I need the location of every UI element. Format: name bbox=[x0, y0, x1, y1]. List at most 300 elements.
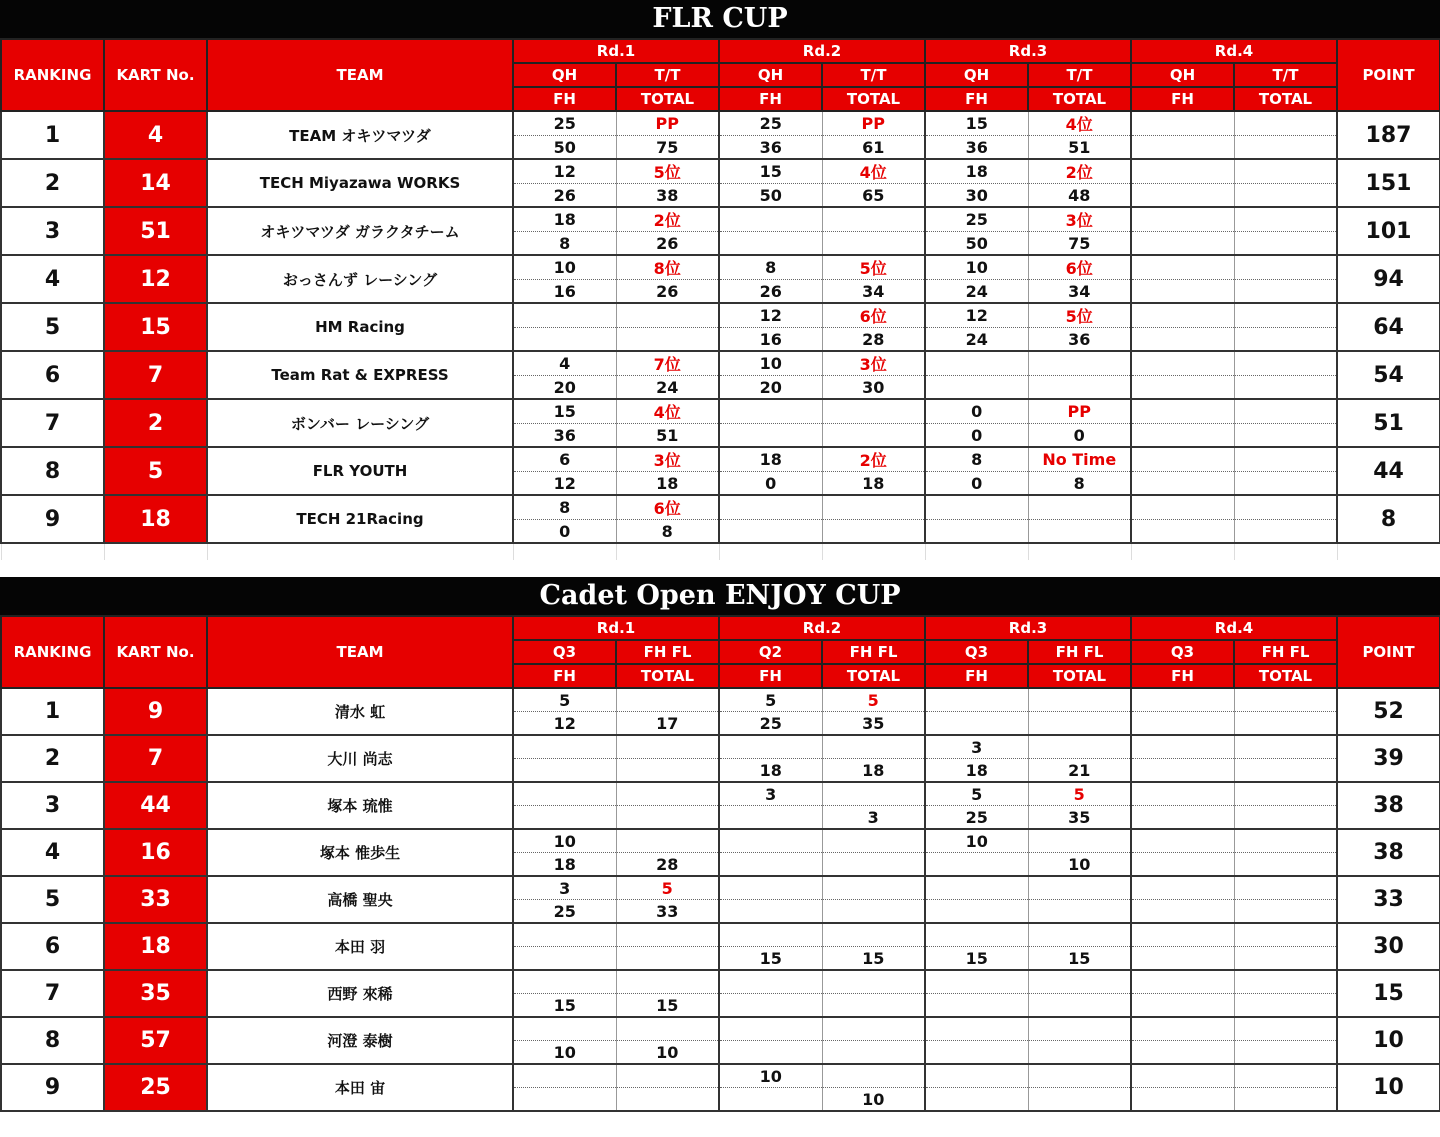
rank-cell: 3 bbox=[1, 782, 104, 829]
position-cell: PP bbox=[822, 111, 925, 136]
team-name-cell: 西野 來稀 bbox=[207, 970, 513, 1017]
total-points-cell bbox=[1028, 520, 1131, 544]
qualifying-points-cell: 0 bbox=[925, 399, 1028, 424]
qualifying-points-cell bbox=[925, 876, 1028, 900]
total-points-cell: 48 bbox=[1028, 184, 1131, 208]
qualifying-points-cell: 10 bbox=[925, 829, 1028, 853]
rank-cell: 7 bbox=[1, 970, 104, 1017]
kart-number-cell: 7 bbox=[104, 735, 207, 782]
total-points-cell bbox=[1234, 759, 1337, 783]
sub-header: FH bbox=[513, 664, 616, 688]
team-name-cell: 大川 尚志 bbox=[207, 735, 513, 782]
position-cell: 3位 bbox=[822, 351, 925, 376]
rank-cell: 3 bbox=[1, 207, 104, 255]
position-cell bbox=[1234, 255, 1337, 280]
team-name-cell: 本田 羽 bbox=[207, 923, 513, 970]
position-cell: PP bbox=[1028, 399, 1131, 424]
point-cell: 30 bbox=[1337, 923, 1440, 970]
final-points-cell bbox=[925, 520, 1028, 544]
qualifying-points-cell: 25 bbox=[513, 111, 616, 136]
qualifying-points-cell: 10 bbox=[925, 255, 1028, 280]
kart-number-cell: 9 bbox=[104, 688, 207, 735]
final-points-cell: 50 bbox=[925, 232, 1028, 256]
position-cell bbox=[1234, 447, 1337, 472]
final-points-cell bbox=[925, 853, 1028, 877]
position-cell bbox=[1234, 351, 1337, 376]
position-cell bbox=[1234, 782, 1337, 806]
total-points-cell: 8 bbox=[616, 520, 719, 544]
position-cell: 5 bbox=[822, 688, 925, 712]
position-cell bbox=[1234, 303, 1337, 328]
total-points-cell bbox=[1234, 136, 1337, 160]
spacer-cell bbox=[1337, 543, 1440, 560]
position-cell bbox=[1234, 829, 1337, 853]
sub-header: QH bbox=[719, 63, 822, 87]
position-cell bbox=[616, 303, 719, 328]
point-cell: 33 bbox=[1337, 876, 1440, 923]
total-points-cell bbox=[1234, 947, 1337, 971]
final-points-cell: 16 bbox=[513, 280, 616, 304]
position-cell bbox=[822, 399, 925, 424]
total-points-cell bbox=[1234, 1041, 1337, 1065]
final-points-cell bbox=[513, 759, 616, 783]
total-points-cell bbox=[1028, 1088, 1131, 1112]
sub-header: Q2 bbox=[719, 640, 822, 664]
final-points-cell bbox=[1131, 1088, 1234, 1112]
total-points-cell: 10 bbox=[822, 1088, 925, 1112]
sub-header: FH bbox=[925, 664, 1028, 688]
rank-cell: 4 bbox=[1, 255, 104, 303]
qualifying-points-cell bbox=[925, 970, 1028, 994]
qualifying-points-cell: 12 bbox=[719, 303, 822, 328]
position-cell bbox=[616, 970, 719, 994]
total-points-cell bbox=[822, 1041, 925, 1065]
final-points-cell bbox=[719, 424, 822, 448]
sub-header: TOTAL bbox=[1028, 664, 1131, 688]
qualifying-points-cell bbox=[513, 923, 616, 947]
final-points-cell bbox=[925, 712, 1028, 736]
qualifying-points-cell: 15 bbox=[513, 399, 616, 424]
final-points-cell: 18 bbox=[513, 853, 616, 877]
final-points-cell bbox=[719, 520, 822, 544]
qualifying-points-cell: 4 bbox=[513, 351, 616, 376]
total-points-cell bbox=[1234, 1088, 1337, 1112]
sub-header: TOTAL bbox=[616, 664, 719, 688]
total-points-cell: 15 bbox=[1028, 947, 1131, 971]
total-points-cell bbox=[822, 900, 925, 924]
position-cell: 3位 bbox=[1028, 207, 1131, 232]
rank-cell: 2 bbox=[1, 159, 104, 207]
team-name-cell: TECH Miyazawa WORKS bbox=[207, 159, 513, 207]
position-cell: 5位 bbox=[616, 159, 719, 184]
final-points-cell bbox=[1131, 994, 1234, 1018]
position-cell bbox=[1028, 495, 1131, 520]
qualifying-points-cell bbox=[1131, 876, 1234, 900]
sub-header: QH bbox=[513, 63, 616, 87]
total-points-cell: 8 bbox=[1028, 472, 1131, 496]
position-cell: 6位 bbox=[822, 303, 925, 328]
position-cell: 4位 bbox=[822, 159, 925, 184]
round-header: Rd.4 bbox=[1131, 616, 1337, 640]
point-cell: 39 bbox=[1337, 735, 1440, 782]
position-cell bbox=[822, 782, 925, 806]
qualifying-points-cell: 15 bbox=[719, 159, 822, 184]
qualifying-points-cell bbox=[925, 688, 1028, 712]
qualifying-points-cell: 5 bbox=[513, 688, 616, 712]
round-header: Rd.1 bbox=[513, 39, 719, 63]
spacer-cell bbox=[1028, 543, 1131, 560]
team-name-cell: TECH 21Racing bbox=[207, 495, 513, 543]
sub-header: FH bbox=[1131, 87, 1234, 111]
point-header: POINT bbox=[1337, 616, 1440, 688]
kart-number-cell: 18 bbox=[104, 923, 207, 970]
round-header: Rd.2 bbox=[719, 616, 925, 640]
position-cell bbox=[822, 829, 925, 853]
total-points-cell bbox=[1028, 994, 1131, 1018]
total-points-cell: 26 bbox=[616, 232, 719, 256]
qualifying-points-cell bbox=[1131, 923, 1234, 947]
qualifying-points-cell bbox=[1131, 735, 1234, 759]
final-points-cell bbox=[1131, 184, 1234, 208]
position-cell bbox=[1234, 399, 1337, 424]
kart-number-cell: 15 bbox=[104, 303, 207, 351]
final-points-cell: 15 bbox=[925, 947, 1028, 971]
total-points-cell bbox=[1234, 712, 1337, 736]
final-points-cell: 16 bbox=[719, 328, 822, 352]
sub-header: TOTAL bbox=[1234, 664, 1337, 688]
rank-cell: 5 bbox=[1, 876, 104, 923]
qualifying-points-cell bbox=[925, 1064, 1028, 1088]
qualifying-points-cell bbox=[719, 829, 822, 853]
cadet-cup-table bbox=[0, 615, 1440, 1112]
kart-number-cell: 12 bbox=[104, 255, 207, 303]
kart-number-cell: 2 bbox=[104, 399, 207, 447]
total-points-cell bbox=[616, 806, 719, 830]
qualifying-points-cell: 10 bbox=[513, 829, 616, 853]
total-points-cell: 10 bbox=[616, 1041, 719, 1065]
position-cell bbox=[616, 782, 719, 806]
final-points-cell bbox=[925, 900, 1028, 924]
final-points-cell: 24 bbox=[925, 328, 1028, 352]
position-cell bbox=[822, 1064, 925, 1088]
position-cell bbox=[1234, 495, 1337, 520]
qualifying-points-cell: 8 bbox=[925, 447, 1028, 472]
qualifying-points-cell bbox=[1131, 688, 1234, 712]
sub-header: QH bbox=[925, 63, 1028, 87]
total-points-cell bbox=[1028, 376, 1131, 400]
point-cell: 10 bbox=[1337, 1017, 1440, 1064]
point-cell: 51 bbox=[1337, 399, 1440, 447]
total-points-cell: 28 bbox=[616, 853, 719, 877]
spacer-cell bbox=[1, 543, 104, 560]
position-cell bbox=[822, 923, 925, 947]
total-points-cell bbox=[616, 759, 719, 783]
total-points-cell: 75 bbox=[616, 136, 719, 160]
total-points-cell: 38 bbox=[616, 184, 719, 208]
final-points-cell bbox=[1131, 759, 1234, 783]
position-cell: 8位 bbox=[616, 255, 719, 280]
round-header: Rd.3 bbox=[925, 39, 1131, 63]
qualifying-points-cell bbox=[719, 923, 822, 947]
qualifying-points-cell: 8 bbox=[513, 495, 616, 520]
team-name-cell: 高橋 聖央 bbox=[207, 876, 513, 923]
qualifying-points-cell bbox=[513, 303, 616, 328]
rank-cell: 5 bbox=[1, 303, 104, 351]
total-points-cell bbox=[616, 1088, 719, 1112]
final-points-cell: 15 bbox=[719, 947, 822, 971]
qualifying-points-cell bbox=[1131, 111, 1234, 136]
total-points-cell: 51 bbox=[1028, 136, 1131, 160]
rank-cell: 9 bbox=[1, 495, 104, 543]
final-points-cell: 0 bbox=[925, 424, 1028, 448]
final-points-cell: 36 bbox=[719, 136, 822, 160]
qualifying-points-cell: 18 bbox=[513, 207, 616, 232]
qualifying-points-cell bbox=[513, 1017, 616, 1041]
team-name-cell: 清水 虹 bbox=[207, 688, 513, 735]
position-cell: 2位 bbox=[1028, 159, 1131, 184]
total-points-cell bbox=[616, 947, 719, 971]
kart-number-cell: 16 bbox=[104, 829, 207, 876]
position-cell bbox=[822, 735, 925, 759]
position-cell bbox=[1028, 876, 1131, 900]
final-points-cell: 50 bbox=[513, 136, 616, 160]
position-cell: 2位 bbox=[822, 447, 925, 472]
final-points-cell bbox=[719, 1041, 822, 1065]
team-name-cell: FLR YOUTH bbox=[207, 447, 513, 495]
qualifying-points-cell: 3 bbox=[925, 735, 1028, 759]
team-name-cell: ボンバー レーシング bbox=[207, 399, 513, 447]
final-points-cell bbox=[719, 900, 822, 924]
total-points-cell: 17 bbox=[616, 712, 719, 736]
sub-header: TOTAL bbox=[822, 87, 925, 111]
final-points-cell bbox=[719, 232, 822, 256]
qualifying-points-cell bbox=[1131, 1064, 1234, 1088]
point-header: POINT bbox=[1337, 39, 1440, 111]
total-points-cell: 24 bbox=[616, 376, 719, 400]
sub-header: FH bbox=[925, 87, 1028, 111]
total-points-cell: 18 bbox=[822, 472, 925, 496]
sub-header: Q3 bbox=[1131, 640, 1234, 664]
qualifying-points-cell: 5 bbox=[719, 688, 822, 712]
total-points-cell bbox=[822, 232, 925, 256]
point-cell: 101 bbox=[1337, 207, 1440, 255]
sub-header: Q3 bbox=[513, 640, 616, 664]
qualifying-points-cell bbox=[1131, 399, 1234, 424]
position-cell bbox=[616, 923, 719, 947]
kart-number-cell: 33 bbox=[104, 876, 207, 923]
qualifying-points-cell bbox=[719, 207, 822, 232]
final-points-cell: 25 bbox=[925, 806, 1028, 830]
final-points-cell: 26 bbox=[719, 280, 822, 304]
qualifying-points-cell bbox=[719, 970, 822, 994]
sub-header: Q3 bbox=[925, 640, 1028, 664]
qualifying-points-cell bbox=[1131, 495, 1234, 520]
team-header: TEAM bbox=[207, 39, 513, 111]
position-cell bbox=[1028, 923, 1131, 947]
rank-cell: 6 bbox=[1, 923, 104, 970]
sub-header: QH bbox=[1131, 63, 1234, 87]
total-points-cell bbox=[1028, 900, 1131, 924]
sub-header: FH bbox=[719, 87, 822, 111]
qualifying-points-cell: 3 bbox=[513, 876, 616, 900]
position-cell bbox=[1234, 1064, 1337, 1088]
final-points-cell: 10 bbox=[513, 1041, 616, 1065]
total-points-cell: 35 bbox=[1028, 806, 1131, 830]
final-points-cell bbox=[1131, 424, 1234, 448]
total-points-cell bbox=[822, 994, 925, 1018]
qualifying-points-cell bbox=[925, 1017, 1028, 1041]
rank-cell: 1 bbox=[1, 688, 104, 735]
qualifying-points-cell bbox=[719, 495, 822, 520]
qualifying-points-cell: 18 bbox=[925, 159, 1028, 184]
sub-header: TOTAL bbox=[822, 664, 925, 688]
position-cell: 3位 bbox=[616, 447, 719, 472]
spacer-cell bbox=[616, 543, 719, 560]
spacer-cell bbox=[513, 543, 616, 560]
position-cell bbox=[1234, 207, 1337, 232]
total-points-cell: 15 bbox=[616, 994, 719, 1018]
final-points-cell bbox=[1131, 900, 1234, 924]
position-cell bbox=[1234, 876, 1337, 900]
final-points-cell bbox=[1131, 472, 1234, 496]
position-cell: 2位 bbox=[616, 207, 719, 232]
qualifying-points-cell: 5 bbox=[925, 782, 1028, 806]
ranking-header: RANKING bbox=[1, 616, 104, 688]
rank-cell: 6 bbox=[1, 351, 104, 399]
qualifying-points-cell bbox=[1131, 255, 1234, 280]
position-cell bbox=[822, 1017, 925, 1041]
point-cell: 52 bbox=[1337, 688, 1440, 735]
spacer-cell bbox=[207, 543, 513, 560]
kart-number-cell: 18 bbox=[104, 495, 207, 543]
final-points-cell bbox=[719, 806, 822, 830]
table-spacer-row bbox=[1, 543, 1440, 560]
sub-header: T/T bbox=[822, 63, 925, 87]
cadet-cup-title: Cadet Open ENJOY CUP bbox=[0, 577, 1440, 615]
team-name-cell: Team Rat & EXPRESS bbox=[207, 351, 513, 399]
total-points-cell bbox=[1234, 232, 1337, 256]
final-points-cell bbox=[1131, 280, 1234, 304]
final-points-cell bbox=[925, 1088, 1028, 1112]
position-cell: 6位 bbox=[616, 495, 719, 520]
sub-header: FH FL bbox=[822, 640, 925, 664]
rank-cell: 9 bbox=[1, 1064, 104, 1111]
total-points-cell bbox=[822, 853, 925, 877]
total-points-cell: 15 bbox=[822, 947, 925, 971]
final-points-cell: 20 bbox=[513, 376, 616, 400]
point-cell: 38 bbox=[1337, 782, 1440, 829]
total-points-cell bbox=[1234, 806, 1337, 830]
final-points-cell bbox=[1131, 1041, 1234, 1065]
qualifying-points-cell: 15 bbox=[925, 111, 1028, 136]
qualifying-points-cell bbox=[1131, 303, 1234, 328]
position-cell bbox=[616, 1064, 719, 1088]
total-points-cell: 0 bbox=[1028, 424, 1131, 448]
point-cell: 38 bbox=[1337, 829, 1440, 876]
final-points-cell bbox=[1131, 376, 1234, 400]
spacer-cell bbox=[719, 543, 822, 560]
qualifying-points-cell bbox=[1131, 351, 1234, 376]
position-cell: No Time bbox=[1028, 447, 1131, 472]
total-points-cell: 3 bbox=[822, 806, 925, 830]
sub-header: T/T bbox=[1234, 63, 1337, 87]
total-points-cell: 10 bbox=[1028, 853, 1131, 877]
position-cell bbox=[1028, 829, 1131, 853]
round-header: Rd.3 bbox=[925, 616, 1131, 640]
final-points-cell: 25 bbox=[513, 900, 616, 924]
qualifying-points-cell bbox=[513, 1064, 616, 1088]
final-points-cell: 25 bbox=[719, 712, 822, 736]
position-cell: 4位 bbox=[1028, 111, 1131, 136]
total-points-cell bbox=[1234, 376, 1337, 400]
total-points-cell: 34 bbox=[822, 280, 925, 304]
final-points-cell bbox=[513, 328, 616, 352]
flr-cup-title: FLR CUP bbox=[0, 0, 1440, 38]
total-points-cell: 36 bbox=[1028, 328, 1131, 352]
rank-cell: 7 bbox=[1, 399, 104, 447]
qualifying-points-cell bbox=[719, 399, 822, 424]
final-points-cell: 18 bbox=[925, 759, 1028, 783]
rank-cell: 8 bbox=[1, 447, 104, 495]
total-points-cell bbox=[1028, 712, 1131, 736]
position-cell bbox=[1028, 688, 1131, 712]
total-points-cell bbox=[1234, 900, 1337, 924]
final-points-cell bbox=[1131, 136, 1234, 160]
final-points-cell bbox=[1131, 520, 1234, 544]
round-header: Rd.1 bbox=[513, 616, 719, 640]
sub-header: TOTAL bbox=[616, 87, 719, 111]
final-points-cell: 12 bbox=[513, 712, 616, 736]
final-points-cell bbox=[1131, 947, 1234, 971]
total-points-cell: 18 bbox=[616, 472, 719, 496]
sub-header: TOTAL bbox=[1028, 87, 1131, 111]
position-cell bbox=[1028, 735, 1131, 759]
qualifying-points-cell bbox=[719, 735, 822, 759]
qualifying-points-cell bbox=[1131, 159, 1234, 184]
total-points-cell bbox=[1234, 328, 1337, 352]
total-points-cell bbox=[616, 328, 719, 352]
total-points-cell: 75 bbox=[1028, 232, 1131, 256]
total-points-cell bbox=[1234, 280, 1337, 304]
sub-header: T/T bbox=[1028, 63, 1131, 87]
position-cell: 7位 bbox=[616, 351, 719, 376]
final-points-cell: 50 bbox=[719, 184, 822, 208]
final-points-cell: 0 bbox=[719, 472, 822, 496]
rank-cell: 2 bbox=[1, 735, 104, 782]
final-points-cell bbox=[1131, 328, 1234, 352]
sub-header: FH bbox=[513, 87, 616, 111]
final-points-cell bbox=[513, 947, 616, 971]
rank-cell: 8 bbox=[1, 1017, 104, 1064]
total-points-cell bbox=[1234, 472, 1337, 496]
round-header: Rd.2 bbox=[719, 39, 925, 63]
team-name-cell: 河澄 泰樹 bbox=[207, 1017, 513, 1064]
qualifying-points-cell: 10 bbox=[719, 1064, 822, 1088]
qualifying-points-cell bbox=[925, 923, 1028, 947]
position-cell bbox=[822, 495, 925, 520]
total-points-cell: 21 bbox=[1028, 759, 1131, 783]
final-points-cell bbox=[719, 853, 822, 877]
point-cell: 15 bbox=[1337, 970, 1440, 1017]
spacer-cell bbox=[104, 543, 207, 560]
position-cell bbox=[1234, 735, 1337, 759]
kart-number-cell: 5 bbox=[104, 447, 207, 495]
qualifying-points-cell: 25 bbox=[719, 111, 822, 136]
kart-number-cell: 44 bbox=[104, 782, 207, 829]
qualifying-points-cell bbox=[1131, 970, 1234, 994]
sub-header: T/T bbox=[616, 63, 719, 87]
total-points-cell: 51 bbox=[616, 424, 719, 448]
